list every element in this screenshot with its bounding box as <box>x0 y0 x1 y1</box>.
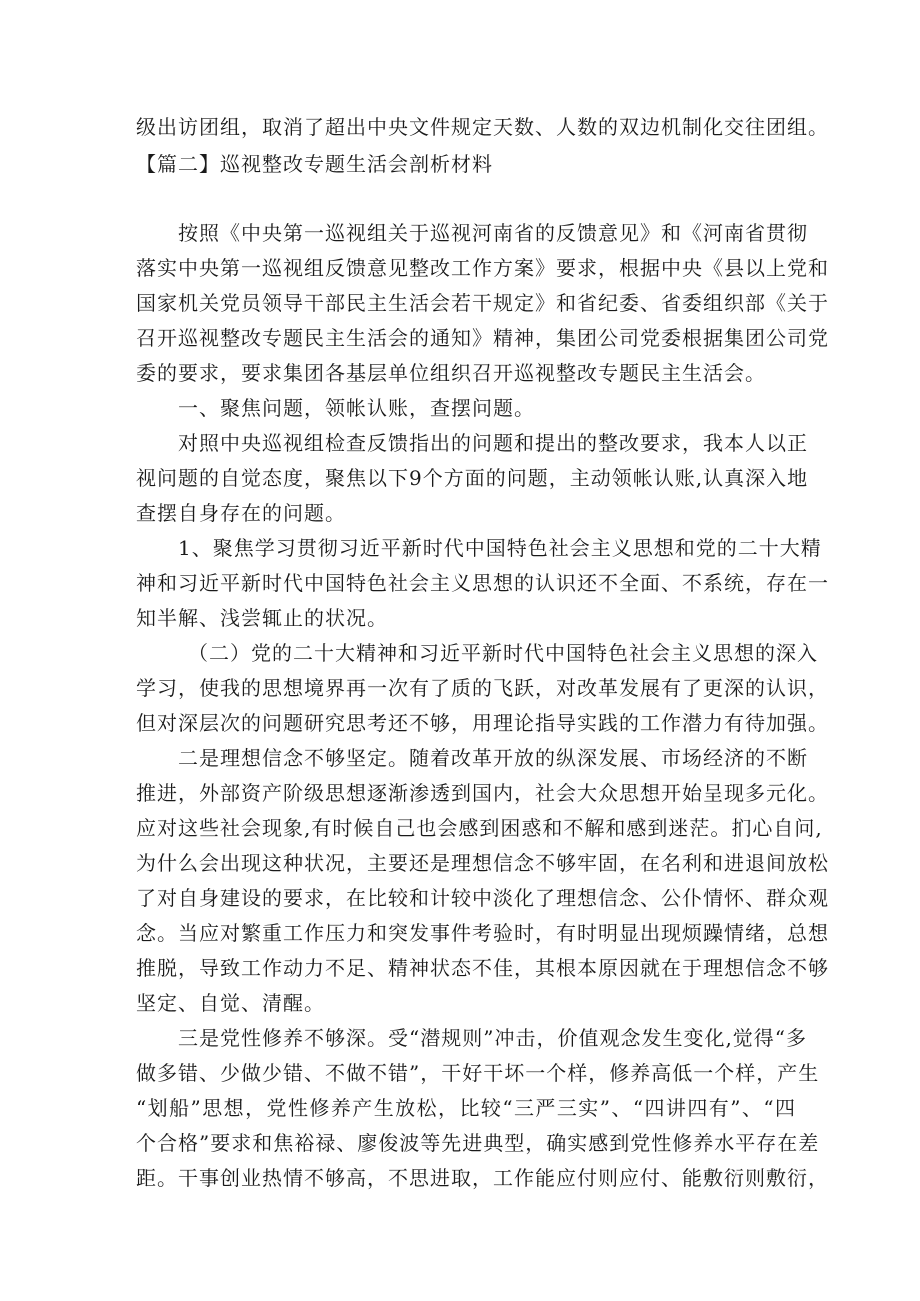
paragraph-line: 学习，使我的思想境界再一次有了质的飞跃，对改革发展有了更深的认识， <box>136 676 829 700</box>
paragraph-line: 念。当应对繁重工作压力和突发事件考验时，有时明显出现烦躁情绪，总想 <box>136 921 829 945</box>
text-line: 级出访团组，取消了超出中央文件规定天数、人数的双边机制化交往团组。 <box>136 115 829 139</box>
paragraph-line: 按照《中央第一巡视组关于巡视河南省的反馈意见》和《河南省贯彻 <box>178 221 808 245</box>
paragraph-line: 落实中央第一巡视组反馈意见整改工作方案》要求，根据中央《县以上党和 <box>136 256 829 280</box>
paragraph-line: 坚定、自觉、清醒。 <box>136 991 325 1015</box>
paragraph-line: 个合格”要求和焦裕禄、廖俊波等先进典型，确实感到党性修养水平存在差 <box>136 1131 820 1155</box>
paragraph-line: 做多错、少做少错、不做不错”，干好干坏一个样，修养高低一个样，产生 <box>136 1061 820 1085</box>
paragraph-line: 国家机关党员领导干部民主生活会若干规定》和省纪委、省委组织部《关于 <box>136 291 829 315</box>
paragraph-line: 应对这些社会现象,有时候自己也会感到困惑和不解和感到迷茫。扪心自问, <box>136 816 823 840</box>
section-heading: 【篇二】巡视整改专题生活会剖析材料 <box>136 152 493 176</box>
paragraph-line: 推脱，导致工作动力不足、精神状态不佳，其根本原因就在于理想信念不够 <box>136 956 829 980</box>
paragraph-line: 二是理想信念不够坚定。随着改革开放的纵深发展、市场经济的不断 <box>178 746 808 770</box>
paragraph-line: 三是党性修养不够深。受“潜规则”冲击，价值观念发生变化,觉得“多 <box>178 1026 808 1050</box>
paragraph-line: 1、聚焦学习贯彻习近平新时代中国特色社会主义思想和党的二十大精 <box>178 536 822 560</box>
paragraph-line: 对照中央巡视组检查反馈指出的问题和提出的整改要求，我本人以正 <box>178 431 808 455</box>
paragraph-line: 距。干事创业热情不够高，不思进取，工作能应付则应付、能敷衍则敷衍， <box>136 1166 829 1190</box>
subheading-line: 一、聚焦问题，领帐认账，查摆问题。 <box>178 396 535 420</box>
paragraph-line: 神和习近平新时代中国特色社会主义思想的认识还不全面、不系统，存在一 <box>136 571 829 595</box>
paragraph-line: 知半解、浅尝辄止的状况。 <box>136 606 388 630</box>
paragraph-line: 但对深层次的问题研究思考还不够，用理论指导实践的工作潜力有待加强。 <box>136 711 829 735</box>
paragraph-line: 了对自身建设的要求，在比较和计较中淡化了理想信念、公仆情怀、群众观 <box>136 886 829 910</box>
paragraph-line: 推进，外部资产阶级思想逐渐渗透到国内，社会大众思想开始呈现多元化。 <box>136 781 829 805</box>
paragraph-line: 查摆自身存在的问题。 <box>136 501 346 525</box>
paragraph-line: 召开巡视整改专题民主生活会的通知》精神，集团公司党委根据集团公司党 <box>136 326 829 350</box>
paragraph-line: 委的要求，要求集团各基层单位组织召开巡视整改专题民主生活会。 <box>136 361 766 385</box>
paragraph-line: 视问题的自觉态度，聚焦以下9个方面的问题，主动领帐认账,认真深入地 <box>136 466 809 490</box>
paragraph-line: 为什么会出现这种状况，主要还是理想信念不够牢固，在名利和进退间放松 <box>136 851 829 875</box>
paragraph-line: （二）党的二十大精神和习近平新时代中国特色社会主义思想的深入 <box>188 641 818 665</box>
paragraph-line: “划船”思想，党性修养产生放松，比较“三严三实”、“四讲四有”、“四 <box>136 1096 796 1120</box>
